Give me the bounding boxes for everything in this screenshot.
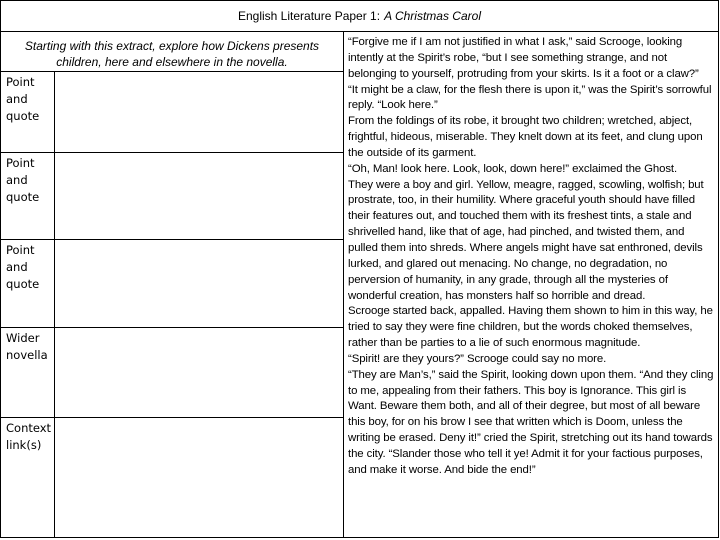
text-title: A Christmas Carol [384,9,481,23]
extract-paragraph: “Spirit! are they yours?” Scrooge could say no more. [348,352,607,365]
answer-box-context[interactable] [56,418,343,538]
extract-paragraph: Scrooge started back, appalled. Having them shown to him in this way, he tried to say they were fine children, but the words choked themselves, rather than be parties to a lie of such enormous magnitude. [348,305,713,350]
answer-box-point-2[interactable] [56,153,343,239]
answer-box-point-3[interactable] [56,240,343,327]
paper-title: English Literature Paper 1: [237,9,381,23]
row-label: Point and quote [1,153,55,239]
extract-paragraph: “They are Man’s,” said the Spirit, looking down upon them. “And they cling to me, appealing from their fathers. This boy is Ignorance. This girl is Want. Beware them both, and all of their degree, but most of all beware this boy, for on his brow I see that written which is Doom, unless the writing be erased. Deny it!” cried the Spirit, stretching out its hand towards the city. “Slander those who tell it ye! Admit it for your factious purposes, and make it worse. And bide the end!” [348,368,714,476]
answer-box-wider-novella[interactable] [56,328,343,417]
row-label: Wider novella [1,328,55,417]
worksheet-title [1,1,718,32]
response-row-context [1,417,343,538]
extract-paragraph: “Oh, Man! look here. Look, look, down here!” exclaimed the Ghost. [348,162,678,175]
extract-text [348,35,717,479]
row-label: Point and quote [1,72,55,152]
question-prompt: Starting with this extract, explore how Dickens presents children, here and elsewhere in the novella. [24,39,320,69]
response-row-point-1 [1,71,343,152]
response-row-wider-novella [1,327,343,417]
extract-paragraph: “Forgive me if I am not justified in what I ask,” said Scrooge, looking intently at the Spirit’s robe, “but I see something strange, and not belonging to yourself, protruding from your skirts. Is it a foot or a claw?” [348,36,699,80]
answer-box-point-1[interactable] [56,72,343,152]
response-row-point-3 [1,239,343,327]
extract-paragraph: They were a boy and girl. Yellow, meagre, ragged, scowling, wolfish; but prostrate, too, in their humility. Where graceful youth should have filled their features out, and touched them with its freshest tints, a stale and shrivelled hand, like that of age, had pinched, and twisted them, and pulled them into shreds. Where angels might have sat enthroned, devils lurked, and glared out menacing. No change, no degradation, no perversion of humanity, in any grade, through all the mysteries of wonderful creation, has monsters half so horrible and dread. [348,178,704,302]
row-label: Point and quote [1,240,55,327]
response-column [1,32,344,537]
extract-paragraph: “It might be a claw, for the flesh there is upon it,” was the Spirit’s sorrowful reply. “Look here.” [348,83,712,112]
extract-paragraph: From the foldings of its robe, it brought two children; wretched, abject, frightful, hideous, miserable. They knelt down at its feet, and clung upon the outside of its garment. [348,115,703,159]
row-label: Context link(s) [1,418,55,538]
response-row-point-2 [1,152,343,239]
